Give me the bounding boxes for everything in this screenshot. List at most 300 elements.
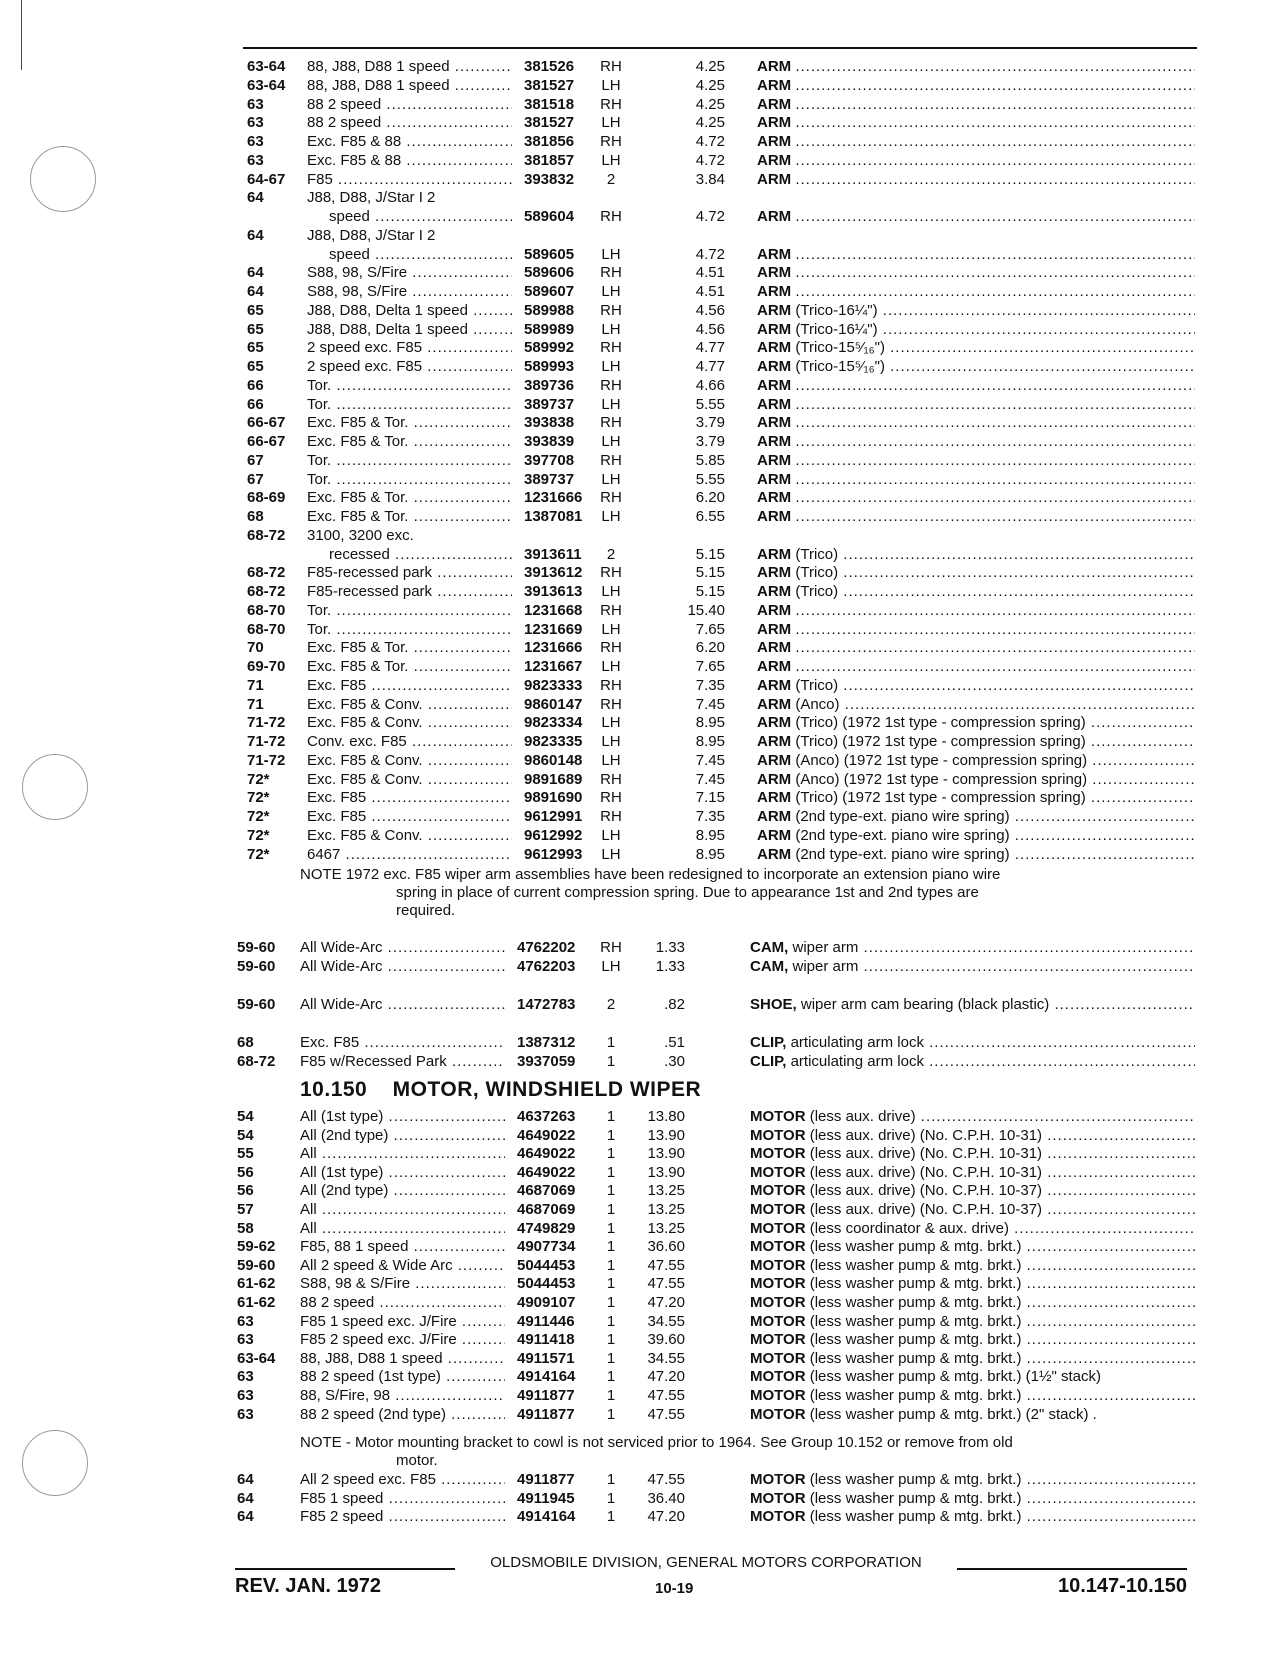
- row-year: 63: [247, 95, 264, 113]
- row-year: 63: [237, 1368, 254, 1386]
- row-description-keyword: MOTOR: [750, 1126, 806, 1144]
- row-description-keyword: ARM: [757, 601, 792, 619]
- row-model: 88 2 speed .....: [307, 96, 512, 114]
- row-price: 8.95: [695, 845, 725, 863]
- row-qty: RH: [600, 301, 622, 319]
- row-year: 68-72: [247, 526, 286, 544]
- row-part-number: 1387312: [517, 1034, 576, 1051]
- row-part-number: 4687069: [517, 1182, 576, 1200]
- row-description: [750, 1331, 1195, 1349]
- row-description-keyword: MOTOR: [750, 1108, 806, 1125]
- row-description: [750, 996, 1195, 1014]
- row-model: All Wide-Arc .....: [300, 996, 505, 1014]
- row-part-number: 4907734: [517, 1238, 576, 1256]
- row-year: 71-72: [247, 751, 286, 769]
- row-qty: 1: [606, 1471, 616, 1488]
- row-qty: LH: [601, 658, 621, 675]
- row-qty: LH: [601, 245, 621, 263]
- row-year: 64: [247, 189, 264, 207]
- row-description-keyword: ARM: [757, 301, 792, 319]
- row-price: 4.25: [695, 95, 725, 113]
- row-price: 4.72: [695, 208, 725, 225]
- row-part-number: 589606: [524, 264, 575, 282]
- row-year: 68-72: [237, 1052, 276, 1070]
- section-name: MOTOR, WINDSHIELD WIPER: [392, 1078, 702, 1101]
- row-description-text: (less washer pump & mtg. brkt.): [809, 1275, 1022, 1293]
- row-price: 4.72: [695, 133, 725, 150]
- row-description-keyword: ARM: [757, 620, 792, 638]
- row-description-keyword: ARM: [757, 639, 792, 657]
- row-qty: LH: [601, 733, 621, 750]
- row-description: [757, 77, 1195, 95]
- row-description: [757, 133, 1195, 151]
- row-year: 63: [237, 1387, 254, 1404]
- row-price: 47.55: [647, 1387, 685, 1404]
- row-price: 13.90: [647, 1163, 685, 1181]
- row-price: 36.60: [647, 1238, 685, 1256]
- row-year: 64: [247, 264, 264, 282]
- row-description-keyword: MOTOR: [750, 1331, 806, 1349]
- row-description: [750, 1127, 1195, 1145]
- row-qty: LH: [601, 76, 621, 94]
- row-qty: RH: [600, 639, 622, 657]
- row-description-keyword: ARM: [757, 658, 792, 675]
- row-description: [757, 96, 1195, 114]
- row-year: 65: [247, 320, 264, 338]
- row-description: [757, 339, 1195, 357]
- row-model: J88, D88, J/Star I 2: [307, 189, 436, 207]
- row-part-number: 589988: [524, 301, 575, 319]
- row-qty: RH: [600, 564, 622, 582]
- row-qty: LH: [601, 620, 621, 638]
- row-description-text: wiper arm: [792, 939, 859, 956]
- row-description: [757, 752, 1195, 770]
- row-part-number: 589993: [524, 358, 575, 375]
- row-description-keyword: ARM: [757, 489, 792, 507]
- row-price: 6.55: [695, 508, 725, 525]
- note-line: motor.: [396, 1452, 438, 1469]
- row-part-number: 397708: [524, 451, 575, 469]
- row-description-text: (less aux. drive) (No. C.P.H. 10-37): [809, 1201, 1043, 1218]
- row-model: Tor. .....: [307, 377, 512, 395]
- row-qty: 1: [606, 1201, 616, 1218]
- row-year: 58: [237, 1219, 254, 1237]
- row-description-keyword: MOTOR: [750, 1387, 806, 1404]
- row-part-number: 4911418: [517, 1331, 575, 1349]
- row-description-text: (Trico): [795, 676, 839, 694]
- row-description: [757, 583, 1195, 601]
- row-price: 7.15: [695, 789, 725, 807]
- row-description-text: wiper arm: [792, 957, 859, 975]
- row-model: Tor. .....: [307, 602, 512, 620]
- row-price: 13.90: [647, 1126, 685, 1144]
- row-model: Exc. F85 & Tor. .....: [307, 508, 512, 526]
- note-1972-arms: [300, 866, 1001, 919]
- row-price: 4.56: [695, 320, 725, 338]
- note-line: NOTE - Motor mounting bracket to cowl is not serviced prior to 1964. See Group 10.152 or remove from old: [300, 1434, 1013, 1451]
- row-year: 71: [247, 695, 264, 713]
- row-description: [757, 377, 1195, 395]
- row-description-text: (Trico) (1972 1st type - compression spring): [795, 733, 1086, 750]
- row-description: [757, 283, 1195, 301]
- row-model: Exc. F85 .....: [307, 677, 512, 695]
- row-price: 13.25: [647, 1201, 685, 1218]
- row-description: [757, 546, 1195, 564]
- row-description-keyword: ARM: [757, 508, 792, 525]
- row-model: Exc. F85 .....: [307, 808, 512, 826]
- row-description: [757, 771, 1195, 789]
- footer-division: OLDSMOBILE DIVISION, GENERAL MOTORS CORPORATION: [490, 1554, 922, 1571]
- row-model: All Wide-Arc .....: [300, 939, 505, 957]
- row-part-number: 9823334: [524, 714, 583, 732]
- row-description-text: (less aux. drive) (No. C.P.H. 10-31): [809, 1126, 1043, 1144]
- row-qty: LH: [601, 470, 621, 488]
- row-description-keyword: ARM: [757, 676, 792, 694]
- row-part-number: 1231668: [524, 601, 583, 619]
- row-part-number: 4637263: [517, 1108, 576, 1125]
- row-part-number: 381518: [524, 95, 575, 113]
- footer-rule: [235, 1568, 455, 1570]
- row-description-keyword: MOTOR: [750, 1275, 806, 1293]
- row-part-number: 4762203: [517, 957, 576, 975]
- row-model: 88, J88, D88 1 speed .....: [300, 1350, 505, 1368]
- row-qty: 1: [606, 1275, 616, 1293]
- footer-page-number: 10-19: [655, 1580, 694, 1597]
- row-year: 63: [237, 1405, 254, 1423]
- row-qty: 1: [606, 1387, 616, 1404]
- row-description-text: (Trico-16¼"): [795, 301, 878, 319]
- footer-group-range: 10.147-10.150: [1057, 1575, 1187, 1597]
- row-description-text: (less aux. drive) (No. C.P.H. 10-31): [809, 1145, 1043, 1163]
- row-part-number: 4911945: [517, 1489, 575, 1507]
- row-description-text: articulating arm lock: [790, 1034, 924, 1051]
- row-price: 4.51: [695, 264, 725, 282]
- row-model: All (1st type) .....: [300, 1108, 505, 1126]
- row-price: 47.20: [647, 1368, 685, 1386]
- row-description: [757, 602, 1195, 620]
- row-description-text: (2nd type-ext. piano wire spring): [795, 845, 1010, 863]
- row-part-number: 9891690: [524, 789, 583, 807]
- row-part-number: 4911877: [517, 1471, 575, 1488]
- row-year: 72*: [247, 826, 270, 844]
- row-price: 47.55: [647, 1405, 685, 1423]
- row-model: Tor. .....: [307, 471, 512, 489]
- row-qty: 1: [606, 1294, 616, 1311]
- row-description-keyword: ARM: [757, 320, 792, 338]
- row-part-number: 381857: [524, 151, 575, 169]
- row-model: Exc. F85 & Tor. .....: [307, 658, 512, 676]
- row-part-number: 4909107: [517, 1294, 576, 1311]
- row-price: 8.95: [695, 826, 725, 844]
- row-model: S88, 98, S/Fire .....: [307, 264, 512, 282]
- row-part-number: 589607: [524, 283, 575, 300]
- row-description: [757, 114, 1195, 132]
- row-part-number: 381527: [524, 114, 575, 132]
- row-price: 5.55: [695, 395, 725, 413]
- row-part-number: 4911571: [517, 1349, 575, 1367]
- row-model: All (1st type) .....: [300, 1164, 505, 1182]
- row-description-keyword: MOTOR: [750, 1508, 806, 1526]
- row-description-keyword: ARM: [757, 208, 792, 225]
- row-qty: LH: [601, 957, 621, 975]
- row-model: Exc. F85 & Conv. .....: [307, 752, 512, 770]
- row-part-number: 9823333: [524, 676, 583, 694]
- row-price: 3.79: [695, 414, 725, 432]
- row-part-number: 1231667: [524, 658, 583, 675]
- row-year: 63-64: [247, 76, 286, 94]
- row-model: Exc. F85 & Tor. .....: [307, 639, 512, 657]
- row-description-keyword: MOTOR: [750, 1294, 806, 1311]
- row-model: 88 2 speed .....: [307, 114, 512, 132]
- row-description-keyword: CLIP,: [750, 1052, 787, 1070]
- row-year: 68-72: [247, 564, 286, 582]
- row-part-number: 393839: [524, 433, 575, 450]
- row-year: 55: [237, 1145, 254, 1163]
- row-qty: RH: [600, 133, 622, 150]
- row-model: Exc. F85 & Tor. .....: [307, 489, 512, 507]
- row-description-keyword: ARM: [757, 358, 792, 375]
- row-qty: RH: [600, 770, 622, 788]
- row-description-keyword: ARM: [757, 414, 792, 432]
- row-description: [750, 958, 1195, 976]
- row-part-number: 1231666: [524, 639, 583, 657]
- row-price: 4.77: [695, 339, 725, 357]
- row-model: 88, J88, D88 1 speed .....: [307, 58, 512, 76]
- row-description-text: (less washer pump & mtg. brkt.): [809, 1256, 1022, 1274]
- row-price: 7.45: [695, 770, 725, 788]
- row-description: [757, 696, 1195, 714]
- row-description-text: (Trico-15⁵⁄₁₆"): [795, 339, 885, 357]
- row-model: Tor. .....: [307, 452, 512, 470]
- row-description-keyword: MOTOR: [750, 1489, 806, 1507]
- row-description-text: (less aux. drive) (No. C.P.H. 10-31): [809, 1163, 1043, 1181]
- row-description-keyword: CLIP,: [750, 1034, 787, 1051]
- row-description-keyword: MOTOR: [750, 1368, 806, 1386]
- row-price: 7.65: [695, 620, 725, 638]
- row-year: 71-72: [247, 714, 286, 732]
- row-model: Exc. F85 & 88 .....: [307, 133, 512, 151]
- row-description: [750, 1182, 1195, 1200]
- row-part-number: 589989: [524, 320, 575, 338]
- row-description-text: (less washer pump & mtg. brkt.): [809, 1331, 1022, 1349]
- row-part-number: 9860148: [524, 751, 583, 769]
- row-description-text: (Trico): [795, 564, 839, 582]
- row-part-number: 9823335: [524, 733, 583, 750]
- row-year: 54: [237, 1126, 254, 1144]
- row-description-text: (less coordinator & aux. drive): [809, 1219, 1009, 1237]
- row-description-text: articulating arm lock: [790, 1052, 924, 1070]
- row-year: 68: [247, 508, 264, 525]
- row-description-keyword: ARM: [757, 283, 792, 300]
- row-description-keyword: ARM: [757, 845, 792, 863]
- row-description: [750, 1471, 1195, 1489]
- row-model: F85-recessed park .....: [307, 583, 512, 601]
- row-description-keyword: ARM: [757, 789, 792, 807]
- row-part-number: 589605: [524, 245, 575, 263]
- row-part-number: 4762202: [517, 939, 576, 956]
- row-description-text: (less washer pump & mtg. brkt.): [809, 1238, 1022, 1256]
- row-description: [757, 621, 1195, 639]
- row-qty: RH: [600, 208, 622, 225]
- row-part-number: 1231669: [524, 620, 583, 638]
- row-description-text: (Anco) (1972 1st type - compression spring): [795, 751, 1088, 769]
- row-description: [757, 264, 1195, 282]
- row-part-number: 589604: [524, 208, 575, 225]
- row-description: [757, 846, 1195, 864]
- row-description-keyword: ARM: [757, 714, 792, 732]
- row-qty: 1: [606, 1349, 616, 1367]
- row-qty: 1: [606, 1405, 616, 1423]
- row-price: 7.45: [695, 695, 725, 713]
- row-year: 63: [237, 1331, 254, 1349]
- row-description-keyword: ARM: [757, 583, 792, 600]
- section-title: [300, 1078, 701, 1102]
- row-qty: RH: [600, 95, 622, 113]
- row-part-number: 381527: [524, 76, 575, 94]
- row-qty: LH: [601, 114, 621, 132]
- row-qty: 1: [606, 1145, 616, 1163]
- row-price: 6.20: [695, 639, 725, 657]
- row-description-keyword: MOTOR: [750, 1312, 806, 1330]
- row-description: [750, 1490, 1195, 1508]
- row-description-keyword: MOTOR: [750, 1182, 806, 1200]
- row-description: [757, 433, 1195, 451]
- row-description: [757, 246, 1195, 264]
- row-description: [750, 1220, 1195, 1238]
- row-model: Exc. F85 & Conv. .....: [307, 696, 512, 714]
- row-year: 65: [247, 358, 264, 375]
- row-price: 6.20: [695, 489, 725, 507]
- row-description-keyword: MOTOR: [750, 1201, 806, 1218]
- row-year: 70: [247, 639, 264, 657]
- section-number: 10.150: [300, 1078, 368, 1101]
- footer-revision: REV. JAN. 1972: [235, 1575, 382, 1597]
- row-price: 4.51: [695, 283, 725, 300]
- row-description-keyword: ARM: [757, 770, 792, 788]
- row-year: 63: [247, 114, 264, 132]
- row-qty: 1: [606, 1163, 616, 1181]
- row-model: Exc. F85 & Tor. .....: [307, 433, 512, 451]
- row-part-number: 389737: [524, 395, 575, 413]
- row-year: 61-62: [237, 1294, 276, 1311]
- row-year: 68-70: [247, 601, 286, 619]
- row-model: 88 2 speed (1st type) .....: [300, 1368, 505, 1386]
- row-qty: RH: [600, 939, 622, 956]
- row-price: 47.20: [647, 1508, 685, 1526]
- row-model: 3100, 3200 exc.: [307, 526, 414, 544]
- row-description: [750, 1368, 1195, 1386]
- row-description-text: (Trico-15⁵⁄₁₆"): [795, 358, 885, 375]
- row-qty: RH: [600, 808, 622, 825]
- row-qty: 2: [606, 996, 616, 1013]
- row-year: 71: [247, 676, 264, 694]
- row-year: 59-60: [237, 939, 276, 956]
- row-year: 56: [237, 1182, 254, 1200]
- row-description: [757, 733, 1195, 751]
- row-description-keyword: ARM: [757, 376, 792, 394]
- row-qty: RH: [600, 339, 622, 357]
- row-description-keyword: ARM: [757, 470, 792, 488]
- row-year: 57: [237, 1201, 254, 1218]
- note-motor-bracket: [300, 1434, 1013, 1469]
- row-price: 34.55: [647, 1349, 685, 1367]
- row-model: recessed .....: [329, 546, 512, 564]
- row-price: 8.95: [695, 714, 725, 732]
- row-price: .51: [664, 1034, 685, 1051]
- row-price: 5.15: [695, 583, 725, 600]
- row-year: 68: [237, 1034, 254, 1051]
- row-qty: LH: [601, 320, 621, 338]
- row-qty: 1: [606, 1108, 616, 1125]
- row-model: Tor. .....: [307, 621, 512, 639]
- row-qty: LH: [601, 283, 621, 300]
- row-description-keyword: MOTOR: [750, 1471, 806, 1488]
- row-price: 5.85: [695, 451, 725, 469]
- row-year: 72*: [247, 770, 270, 788]
- row-model: Exc. F85 & 88 .....: [307, 152, 512, 170]
- row-qty: LH: [601, 151, 621, 169]
- row-description: [757, 789, 1195, 807]
- row-qty: LH: [601, 751, 621, 769]
- row-description: [757, 452, 1195, 470]
- row-description: [757, 358, 1195, 376]
- row-description-keyword: ARM: [757, 58, 792, 75]
- row-year: 72*: [247, 808, 270, 825]
- row-price: 1.33: [655, 957, 685, 975]
- row-description: [757, 677, 1195, 695]
- row-year: 65: [247, 301, 264, 319]
- row-part-number: 381856: [524, 133, 575, 150]
- row-price: 47.55: [647, 1275, 685, 1293]
- row-price: 4.25: [695, 114, 725, 132]
- row-model: Conv. exc. F85 .....: [307, 733, 512, 751]
- row-model: 2 speed exc. F85 .....: [307, 358, 512, 376]
- row-description-keyword: ARM: [757, 695, 792, 713]
- row-year: 64: [237, 1508, 254, 1526]
- row-description: [757, 396, 1195, 414]
- row-description: [757, 658, 1195, 676]
- row-qty: 2: [606, 545, 616, 563]
- row-description: [750, 1508, 1195, 1526]
- row-description: [757, 471, 1195, 489]
- row-description-keyword: MOTOR: [750, 1145, 806, 1163]
- row-model: F85 2 speed exc. J/Fire .....: [300, 1331, 505, 1349]
- row-qty: RH: [600, 58, 622, 75]
- row-qty: 2: [606, 170, 616, 188]
- row-description-keyword: MOTOR: [750, 1405, 806, 1423]
- row-qty: 1: [606, 1182, 616, 1200]
- row-description: [757, 152, 1195, 170]
- row-model: speed .....: [329, 246, 512, 264]
- row-year: 64: [247, 283, 264, 300]
- row-description: [750, 1201, 1195, 1219]
- row-qty: 1: [606, 1312, 616, 1330]
- row-description: [757, 489, 1195, 507]
- row-description-keyword: MOTOR: [750, 1256, 806, 1274]
- row-description: [750, 1294, 1195, 1312]
- row-model: 88, S/Fire, 98 .....: [300, 1387, 505, 1405]
- row-description-keyword: ARM: [757, 451, 792, 469]
- row-part-number: 9860147: [524, 695, 583, 713]
- row-year: 68-72: [247, 583, 286, 600]
- row-model: F85 1 speed exc. J/Fire .....: [300, 1313, 505, 1331]
- row-qty: 1: [606, 1219, 616, 1237]
- row-description: [757, 302, 1195, 320]
- row-description: [750, 1406, 1195, 1424]
- row-description: [757, 58, 1195, 76]
- row-qty: 1: [606, 1489, 616, 1507]
- row-price: 47.55: [647, 1471, 685, 1488]
